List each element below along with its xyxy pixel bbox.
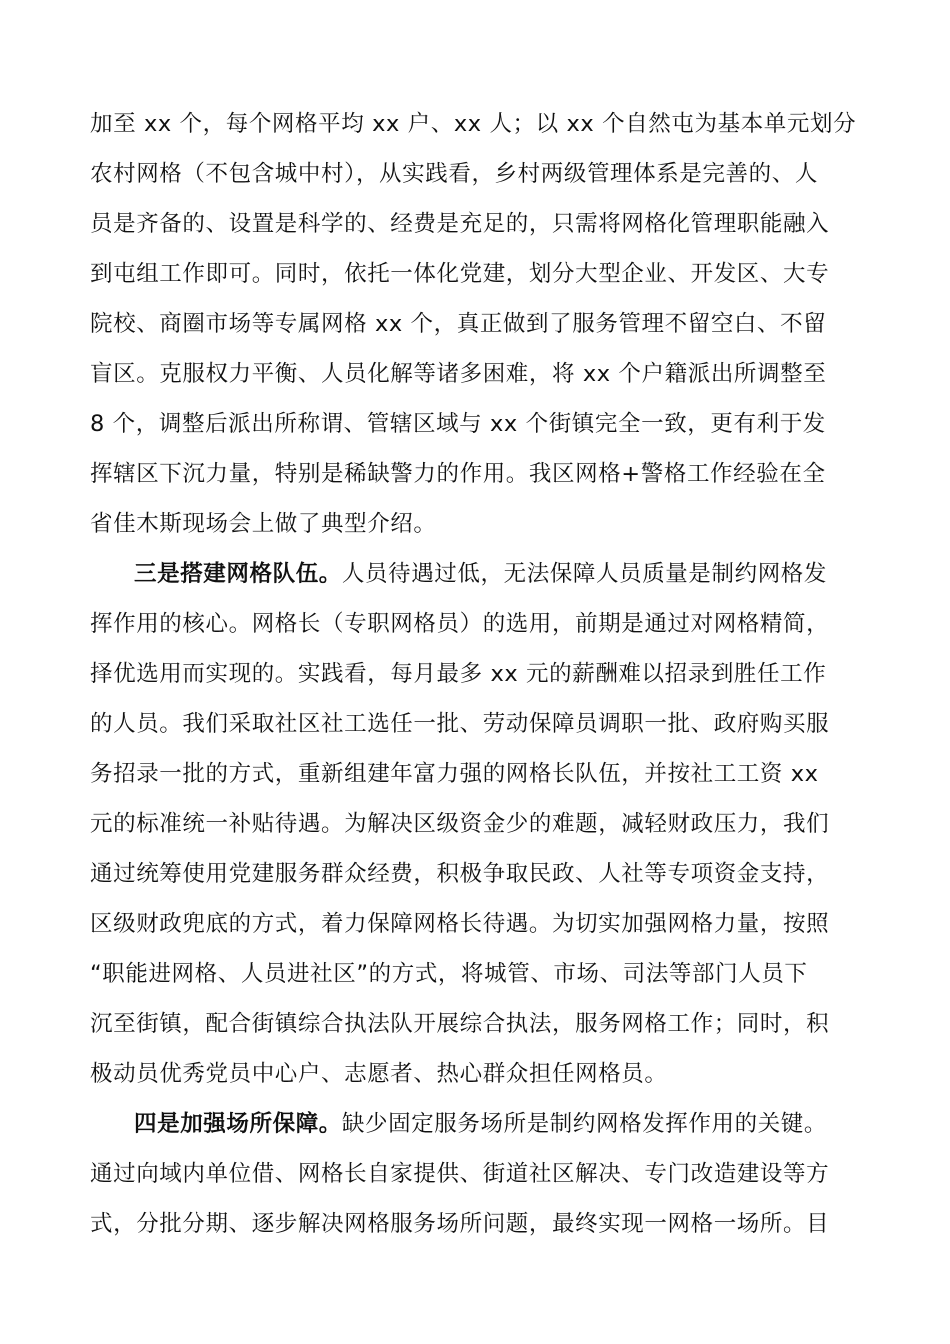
line-text: 区级财政兜底的方式，着力保障网格长待遇。为切实加强网格力量，按照 xyxy=(90,911,830,937)
text-line xyxy=(90,1209,829,1239)
text-line xyxy=(90,109,856,139)
text-line xyxy=(90,759,819,789)
line-text: 的人员。我们采取社区社工选任一批、劳动保障员调职一批、政府购买服 xyxy=(90,711,830,737)
line-text: 沉至街镇，配合街镇综合执法队开展综合执法，服务网格工作；同时，积 xyxy=(90,1011,830,1037)
text-line xyxy=(90,459,826,489)
line-text: 元的标准统一补贴待遇。为解决区级资金少的难题，减轻财政压力，我们 xyxy=(90,811,830,837)
text-line xyxy=(90,959,808,989)
text-line xyxy=(90,1009,829,1039)
text-line xyxy=(90,609,829,639)
line-text: 挥辖区下沉力量，特别是稀缺警力的作用。我区网格+警格工作经验在全 xyxy=(90,461,826,487)
line-text: 通过向域内单位借、网格长自家提供、街道社区解决、专门改造建设等方 xyxy=(90,1161,830,1187)
line-text: 式，分批分期、逐步解决网格服务场所问题，最终实现一网格一场所。目 xyxy=(90,1211,830,1237)
line-text: 农村网格（不包含城中村），从实践看，乡村两级管理体系是完善的、人 xyxy=(90,161,818,187)
text-line xyxy=(90,709,829,739)
line-text: 到屯组工作即可。同时，依托一体化党建，划分大型企业、开发区、大专 xyxy=(90,261,830,287)
text-line xyxy=(90,1059,668,1089)
line-text: 缺少固定服务场所是制约网格发挥作用的关键。 xyxy=(341,1111,828,1137)
line-text: 员是齐备的、设置是科学的、经费是充足的，只需将网格化管理职能融入 xyxy=(90,211,830,237)
text-line xyxy=(90,309,826,339)
text-line xyxy=(90,1159,829,1189)
text-line xyxy=(134,559,827,589)
text-line xyxy=(134,1109,827,1139)
text-line xyxy=(90,659,826,689)
line-text: 通过统筹使用党建服务群众经费，积极争取民政、人社等专项资金支持， xyxy=(90,861,830,887)
line-text: 择优选用而实现的。实践看，每月最多 xx 元的薪酬难以招录到胜任工作 xyxy=(90,661,827,687)
text-line xyxy=(90,909,829,939)
line-text: “职能进网格、人员进社区”的方式，将城管、市场、司法等部门人员下 xyxy=(90,961,808,987)
line-text: 人员待遇过低，无法保障人员质量是制约网格发 xyxy=(341,561,828,587)
line-text: 务招录一批的方式，重新组建年富力强的网格长队伍，并按社工工资 xx xyxy=(90,761,819,787)
text-line xyxy=(90,259,829,289)
text-line xyxy=(90,809,829,839)
line-text: 加至 xx 个，每个网格平均 xx 户、xx 人；以 xx 个自然屯为基本单元划分 xyxy=(90,111,857,137)
line-text: 省佳木斯现场会上做了典型介绍。 xyxy=(90,511,437,537)
text-line xyxy=(90,859,829,889)
line-text: 8 个，调整后派出所称谓、管辖区域与 xx 个街镇完全一致，更有利于发 xyxy=(90,411,826,437)
line-text: 极动员优秀党员中心户、志愿者、热心群众担任网格员。 xyxy=(90,1061,668,1087)
section-heading: 三是搭建网格队伍。 xyxy=(134,561,342,587)
line-text: 盲区。克服权力平衡、人员化解等诸多困难，将 xx 个户籍派出所调整至 xyxy=(90,361,827,387)
line-text: 院校、商圈市场等专属网格 xx 个，真正做到了服务管理不留空白、不留 xyxy=(90,311,827,337)
line-text: 挥作用的核心。网格长（专职网格员）的选用，前期是通过对网格精简， xyxy=(90,611,830,637)
text-line xyxy=(90,209,829,239)
section-heading: 四是加强场所保障。 xyxy=(134,1111,342,1137)
text-line xyxy=(90,159,818,189)
text-line xyxy=(90,409,826,439)
text-line xyxy=(90,509,437,539)
text-line xyxy=(90,359,826,389)
